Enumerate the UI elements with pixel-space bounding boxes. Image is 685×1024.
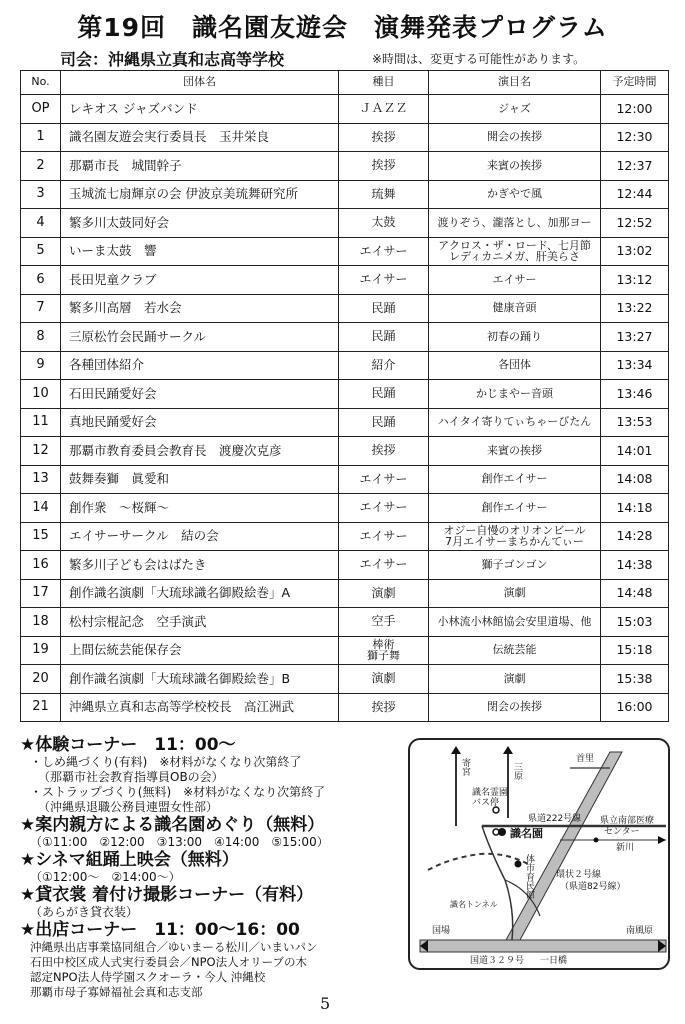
row-group: 繁多川高層 若水会	[61, 294, 339, 323]
row-group: 繁多川子ども会はばたき	[61, 551, 339, 580]
row-category: 演劇	[339, 665, 429, 694]
row-program: 演劇	[429, 579, 601, 608]
shutten-org-1: 沖縄県出店事業協同組合／ゆいまーる松川／いまいパン	[30, 940, 318, 954]
row-time: 15:18	[601, 636, 669, 665]
header-program: 演目名	[429, 71, 601, 95]
table-row	[21, 665, 669, 694]
table-row	[21, 152, 669, 181]
row-category: 挨拶	[339, 693, 429, 722]
row-category: 挨拶	[339, 437, 429, 466]
row-time: 14:18	[601, 494, 669, 523]
row-program: 獅子ゴンゴン	[429, 551, 601, 580]
row-program	[429, 237, 601, 266]
row-time: 13:34	[601, 351, 669, 380]
row-group: 沖縄県立真和志高等学校校長 高江洲武	[61, 693, 339, 722]
table-row	[21, 95, 669, 124]
row-time: 12:44	[601, 180, 669, 209]
row-time: 13:46	[601, 380, 669, 409]
row-no: OP	[21, 95, 61, 124]
map-label-ichinichibashi: 一日橋	[540, 956, 568, 966]
row-category: エイサー	[339, 266, 429, 295]
row-group: いーま太鼓 響	[61, 237, 339, 266]
page-number: 5	[320, 994, 331, 1013]
row-no: 10	[21, 380, 61, 409]
row-category: エイサー	[339, 237, 429, 266]
row-no: 9	[21, 351, 61, 380]
row-category: 演劇	[339, 579, 429, 608]
table-row	[21, 380, 669, 409]
taiken-item-1: ・しめ縄づくり(有料) ※材料がなくなり次第終了	[30, 755, 302, 769]
row-category: 挨拶	[339, 123, 429, 152]
taiken-item-2-org: （沖縄県退職公務員連盟女性部）	[38, 800, 219, 814]
table-row	[21, 323, 669, 352]
header-time: 予定時間	[601, 71, 669, 95]
row-group: 那覇市長 城間幹子	[61, 152, 339, 181]
row-category: 民踊	[339, 380, 429, 409]
table-header-row	[21, 71, 669, 95]
map-label-kanjo-2-sub: （県道82号線）	[560, 882, 626, 892]
table-row	[21, 180, 669, 209]
row-program: 開会の挨拶	[429, 123, 601, 152]
row-no: 2	[21, 152, 61, 181]
shutten-title: ★出店コーナー 11：00～16：00	[20, 920, 300, 940]
row-group: 三原松竹会民踊サークル	[61, 323, 339, 352]
row-no: 5	[21, 237, 61, 266]
shutten-org-3: 認定NPO法人侍学園スクオーラ・今人 沖縄校	[30, 970, 266, 984]
row-time: 12:52	[601, 209, 669, 238]
row-program-line-2: 7月エイサーまちかんてぃー	[445, 535, 584, 549]
row-program: 創作エイサー	[429, 465, 601, 494]
map-label-mihara: 三原	[512, 762, 522, 780]
map-label-shinkawa: 新川	[616, 843, 635, 853]
row-group: 真地民踊愛好会	[61, 408, 339, 437]
row-program: ジャズ	[429, 95, 601, 124]
row-group: 識名園友遊会実行委員長 玉井栄良	[61, 123, 339, 152]
mc-label: 司会：沖縄県立真和志高等学校	[60, 50, 285, 69]
time-change-note: ※時間は、変更する可能性があります。	[372, 52, 586, 66]
map-label-haebaru: 南風原	[626, 926, 654, 936]
row-group: 各種団体紹介	[61, 351, 339, 380]
map-label-hospital: 県立南部医療	[600, 816, 655, 826]
row-no: 21	[21, 693, 61, 722]
map-label-center: センター	[604, 827, 640, 837]
table-row	[21, 693, 669, 722]
row-time: 14:28	[601, 522, 669, 551]
taiken-item-1-org: （那覇市社会教育指導員OBの会）	[38, 770, 224, 784]
gym-marker	[515, 861, 522, 868]
table-row	[21, 465, 669, 494]
row-group: 石田民踊愛好会	[61, 380, 339, 409]
row-category: 太鼓	[339, 209, 429, 238]
row-program: 渡りぞう、瀧落とし、加那ヨー	[429, 209, 601, 238]
row-program-line-2: レディカニメガ、肝美らさ	[449, 250, 580, 264]
map-label-kendo-222: 県道222号線	[528, 814, 582, 824]
row-no: 14	[21, 494, 61, 523]
annai-title: ★案内親方による識名園めぐり（無料）	[20, 815, 325, 835]
row-category: 民踊	[339, 323, 429, 352]
arrow-shinkawa	[658, 836, 666, 844]
row-no: 1	[21, 123, 61, 152]
row-category-line-1: 棒術	[372, 637, 395, 651]
table-row	[21, 636, 669, 665]
map-label-route-329: 国道３２９号	[470, 956, 525, 966]
row-category: ＪＡＺＺ	[339, 95, 429, 124]
road-kanjo-2	[506, 752, 622, 940]
row-program: 初春の踊り	[429, 323, 601, 352]
row-time: 13:02	[601, 237, 669, 266]
row-no: 4	[21, 209, 61, 238]
table-row	[21, 351, 669, 380]
row-group: 繁多川太鼓同好会	[61, 209, 339, 238]
row-group: エイサーサークル 結の会	[61, 522, 339, 551]
row-no: 19	[21, 636, 61, 665]
row-program: 来賓の挨拶	[429, 437, 601, 466]
map-label-shikinaen: 識名園	[510, 827, 543, 840]
row-time: 13:12	[601, 266, 669, 295]
row-no: 18	[21, 608, 61, 637]
map-label-kokuba: 国場	[432, 926, 451, 936]
row-no: 11	[21, 408, 61, 437]
row-category: エイサー	[339, 465, 429, 494]
row-group: 松村宗棍記念 空手演武	[61, 608, 339, 637]
taiken-item-2: ・ストラップづくり(無料) ※材料がなくなり次第終了	[30, 785, 326, 799]
row-group: 玉城流七扇輝京の会 伊波京美琉舞研究所	[61, 180, 339, 209]
row-category-line-2: 獅子舞	[367, 649, 400, 663]
row-category: 民踊	[339, 408, 429, 437]
row-program: 演劇	[429, 665, 601, 694]
row-no: 3	[21, 180, 61, 209]
cinema-title: ★シネマ組踊上映会（無料）	[20, 850, 239, 870]
row-no: 16	[21, 551, 61, 580]
kashi-sub: （あらがき貸衣装）	[30, 905, 139, 919]
row-program: 健康音頭	[429, 294, 601, 323]
table-row	[21, 437, 669, 466]
table-row	[21, 551, 669, 580]
row-group: 創作衆 ～桜輝～	[61, 494, 339, 523]
table-row	[21, 494, 669, 523]
row-category: 空手	[339, 608, 429, 637]
row-program: かじまやー音頭	[429, 380, 601, 409]
row-time: 12:30	[601, 123, 669, 152]
row-program-line-1: アクロス・ザ・ロード、七月節	[438, 238, 591, 252]
row-category: エイサー	[339, 494, 429, 523]
table-row	[21, 294, 669, 323]
row-no: 15	[21, 522, 61, 551]
row-group: レキオス ジャズバンド	[61, 95, 339, 124]
table-row	[21, 579, 669, 608]
row-category: 琉舞	[339, 180, 429, 209]
cinema-times: （①12:00～ ②14:00～）	[30, 870, 181, 884]
road-tunnel	[428, 854, 528, 870]
row-program: ハイタイ寄りてぃちゃーびたん	[429, 408, 601, 437]
hospital-marker	[594, 838, 599, 843]
row-program-line-1: オジー自慢のオリオンビール	[443, 523, 586, 537]
row-group: 創作識名演劇「大琉球識名御殿絵巻」B	[61, 665, 339, 694]
row-program: 閉会の挨拶	[429, 693, 601, 722]
row-program: エイサー	[429, 266, 601, 295]
row-program: 創作エイサー	[429, 494, 601, 523]
row-program: かぎやで風	[429, 180, 601, 209]
row-time: 13:27	[601, 323, 669, 352]
row-no: 17	[21, 579, 61, 608]
header-category: 種目	[339, 71, 429, 95]
row-time: 14:08	[601, 465, 669, 494]
row-time: 14:38	[601, 551, 669, 580]
kashi-title: ★貸衣裳 着付け撮影コーナー（有料）	[20, 885, 314, 905]
row-no: 6	[21, 266, 61, 295]
arrow-mihara	[503, 746, 513, 754]
row-time: 12:00	[601, 95, 669, 124]
row-category: エイサー	[339, 551, 429, 580]
row-time: 14:48	[601, 579, 669, 608]
shutten-org-4: 那覇市母子寡婦福祉会真和志支部	[30, 985, 203, 999]
row-group: 鼓舞奏獅 眞愛和	[61, 465, 339, 494]
road-route-329	[420, 940, 666, 952]
row-group: 創作識名演劇「大琉球識名御殿絵巻」A	[61, 579, 339, 608]
table-row	[21, 123, 669, 152]
map-label-terukyo: 寄宮	[460, 758, 470, 776]
row-time: 14:01	[601, 437, 669, 466]
row-time: 13:53	[601, 408, 669, 437]
shutten-org-2: 石田中校区成人式実行委員会／NPO法人オリーブの木	[30, 955, 308, 969]
map-label-kanjo-2: 環状２号線	[556, 870, 602, 880]
row-program: 伝統芸能	[429, 636, 601, 665]
row-no: 20	[21, 665, 61, 694]
table-row	[21, 608, 669, 637]
row-program: 小林流小林館協会安里道場、他	[429, 608, 601, 637]
map-label-busstop: 識名霊園 バス停	[472, 788, 509, 808]
map-label-gym: 体 市 育 民 館	[526, 855, 536, 901]
row-time: 15:03	[601, 608, 669, 637]
row-category: 紹介	[339, 351, 429, 380]
program-table	[20, 70, 669, 722]
map-label-tunnel: 識名トンネル	[450, 900, 498, 909]
row-category	[339, 636, 429, 665]
row-no: 8	[21, 323, 61, 352]
annai-times: （①11:00 ②12:00 ③13:00 ④14:00 ⑤15:00）	[30, 835, 329, 849]
page-title: 第19回 識名園友遊会 演舞発表プログラム	[77, 13, 608, 42]
table-row	[21, 209, 669, 238]
taiken-title: ★体験コーナー 11：00～	[20, 735, 236, 755]
table-row	[21, 237, 669, 266]
row-program: 各団体	[429, 351, 601, 380]
row-group: 上間伝統芸能保存会	[61, 636, 339, 665]
header-no: No.	[21, 71, 61, 95]
row-group: 長田児童クラブ	[61, 266, 339, 295]
arrow-terukyo	[451, 746, 461, 754]
access-map	[408, 738, 670, 970]
row-no: 13	[21, 465, 61, 494]
row-no: 7	[21, 294, 61, 323]
row-time: 12:37	[601, 152, 669, 181]
row-program	[429, 522, 601, 551]
row-time: 15:38	[601, 665, 669, 694]
header-group: 団体名	[61, 71, 339, 95]
road-local	[482, 826, 513, 940]
map-label-shuri: 首里	[576, 754, 595, 764]
table-row	[21, 408, 669, 437]
row-category: 挨拶	[339, 152, 429, 181]
info-section	[20, 735, 390, 1000]
table-row	[21, 522, 669, 551]
row-time: 16:00	[601, 693, 669, 722]
row-group: 那覇市教育委員会教育長 渡慶次克彦	[61, 437, 339, 466]
row-category: エイサー	[339, 522, 429, 551]
row-category: 民踊	[339, 294, 429, 323]
table-row	[21, 266, 669, 295]
row-time: 13:22	[601, 294, 669, 323]
row-program: 来賓の挨拶	[429, 152, 601, 181]
row-no: 12	[21, 437, 61, 466]
